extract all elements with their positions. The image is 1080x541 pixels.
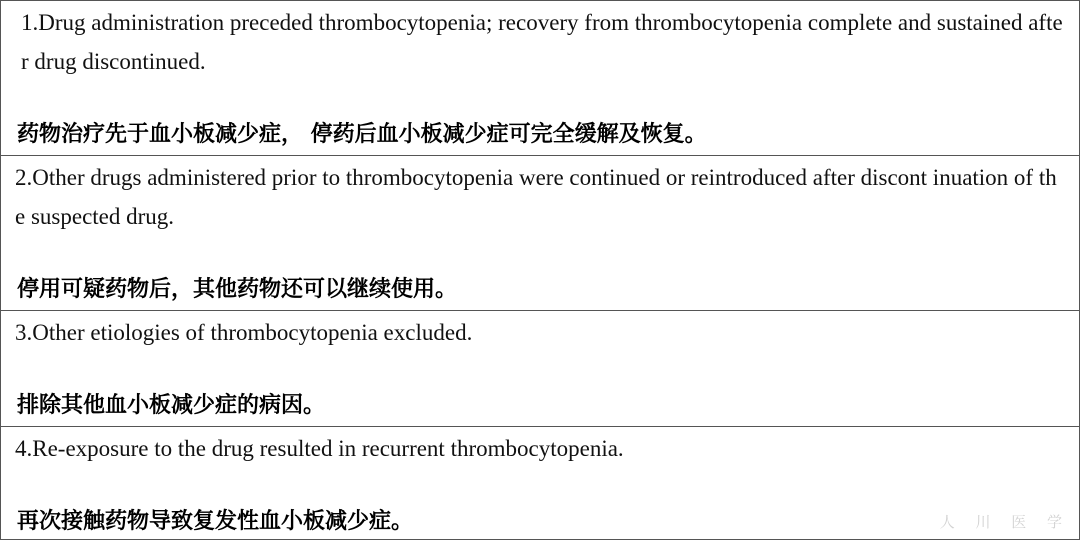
criterion-row-1 xyxy=(1,1,1079,156)
criterion-row-4 xyxy=(1,427,1079,541)
criterion-1-chinese: 药物治疗先于血小板减少症， 停药后血小板减少症可完全缓解及恢复。 xyxy=(17,122,707,147)
criterion-3-chinese: 排除其他血小板减少症的病因。 xyxy=(17,393,326,418)
criterion-2-english: 2.Other drugs administered prior to thrombocytopenia were continued or reintroduced after discont inuation of the suspected drug. xyxy=(15,165,1057,229)
criterion-4-english: 4.Re-exposure to the drug resulted in recurrent thrombocytopenia. xyxy=(15,436,624,461)
criterion-3-english: 3.Other etiologies of thrombocytopenia excluded. xyxy=(15,320,473,345)
criterion-2-chinese: 停用可疑药物后，其他药物还可以继续使用。 xyxy=(17,277,458,302)
criterion-row-2 xyxy=(1,156,1079,311)
criterion-4-chinese: 再次接触药物导致复发性血小板减少症。 xyxy=(17,509,414,534)
watermark: 人 川 医 学 xyxy=(939,513,1070,531)
criterion-row-3 xyxy=(1,311,1079,427)
criterion-1-english: 1.Drug administration preceded thrombocytopenia; recovery from thrombocytopenia complete and sustained after drug discontinued. xyxy=(21,10,1063,74)
